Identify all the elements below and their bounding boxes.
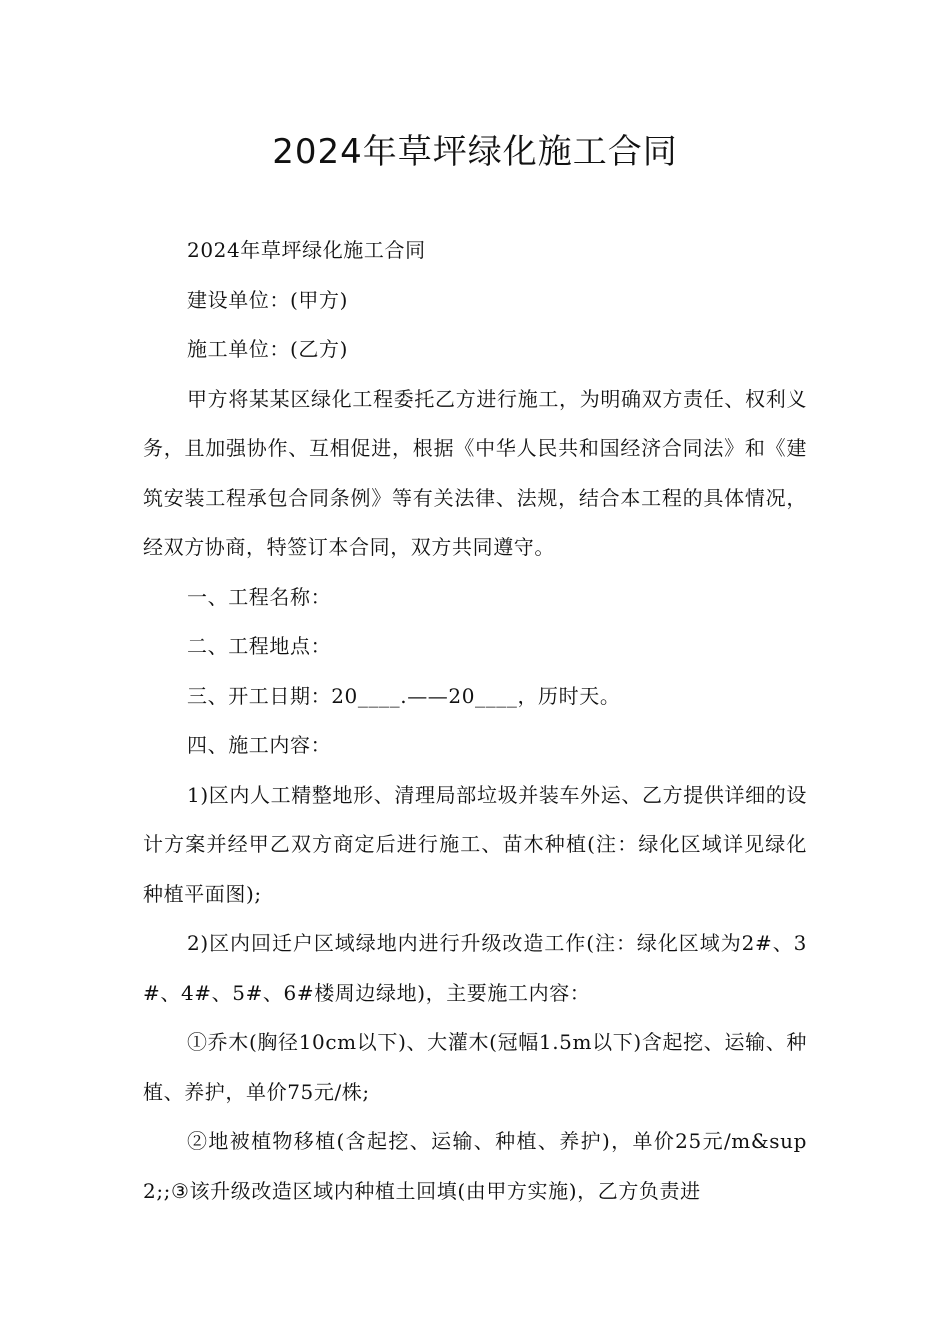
paragraph-preamble: 甲方将某某区绿化工程委托乙方进行施工，为明确双方责任、权利义务，且加强协作、互相促进，根据《中华人民共和国经济合同法》和《建筑安装工程承包合同条例》等有关法律、法规，结合本工程的具体情况，经双方协商，特签订本合同，双方共同遵守。 — [143, 386, 807, 559]
document-title: 2024年草坪绿化施工合同 — [272, 132, 678, 172]
paragraph-start-date: 三、开工日期：20____.——20____，历时天。 — [187, 683, 621, 708]
paragraph-party-a: 建设单位：(甲方) — [187, 287, 349, 312]
paragraph-ground-cover: ②地被植物移植(含起挖、运输、种植、养护)，单价25元/m&sup2;;③该升级改造区域内种植土回填(由甲方实施)，乙方负责进 — [143, 1129, 807, 1203]
paragraph-scope-heading: 四、施工内容： — [187, 733, 332, 757]
paragraph-scope-item-1: 1)区内人工精整地形、清理局部垃圾并装车外运、乙方提供详细的设计方案并经甲乙双方商定后进行施工、苗木种植(注：绿化区域详见绿化种植平面图); — [143, 782, 807, 906]
paragraph-project-name: 一、工程名称： — [187, 584, 332, 609]
paragraph-project-location: 二、工程地点： — [187, 634, 332, 658]
paragraph-party-b: 施工单位：(乙方) — [187, 337, 349, 361]
paragraph-trees: ①乔木(胸径10cm以下)、大灌木(冠幅1.5m以下)含起挖、运输、种植、养护，单价75元/株; — [143, 1030, 807, 1104]
paragraph-subtitle: 2024年草坪绿化施工合同 — [187, 238, 426, 262]
paragraph-scope-item-2: 2)区内回迁户区域绿地内进行升级改造工作(注：绿化区域为2#、3#、4#、5#、6#楼周边绿地)，主要施工内容： — [143, 931, 807, 1005]
document-body — [143, 226, 807, 1216]
